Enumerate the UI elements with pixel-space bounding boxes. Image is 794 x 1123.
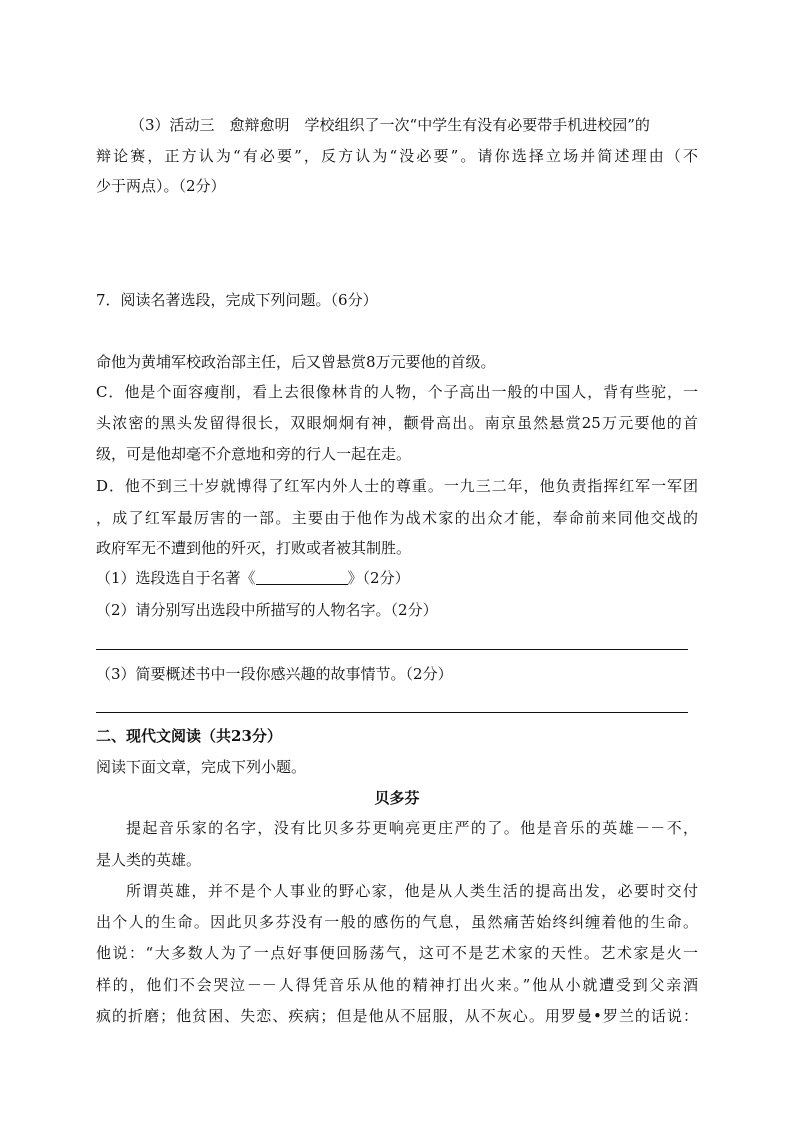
section-2-heading: 二、现代文阅读（共23分） [96,727,282,745]
q7-option-d-line-2: ，成了红军最厉害的一部。主要由于他作为战术家的出众才能，奉命前来同他交战的 [96,509,698,527]
q6-line-1: （3）活动三 愈辩愈明 学校组织了一次“中学生有没有必要带手机进校园”的 [130,116,650,134]
answer-line-2[interactable] [96,649,688,650]
article-p1-line-2: 是人类的英雄。 [96,851,202,869]
article-p2-line-3: 他说：“大多数人为了一点好事便回肠荡气，这可不是艺术家的天性。艺术家是火一 [96,944,698,962]
q7-sub-question-3: （3）简要概述书中一段你感兴趣的故事情节。（2分） [96,665,453,683]
q7-option-c-line-1: C．他是个面容瘦削，看上去很像林肯的人物，个子高出一般的中国人，背有些驼，一 [96,383,698,401]
q6-line-2: 辩论赛，正方认为“有必要”，反方认为“没必要”。请你选择立场并简述理由（不 [96,147,698,165]
article-title: 贝多芬 [374,789,420,807]
book-title-blank[interactable] [256,570,348,585]
article-p1-line-1: 提起音乐家的名字，没有比贝多芬更响亮更庄严的了。他是音乐的英雄－－不， [126,819,698,837]
q7-sub-question-1 [96,568,698,588]
answer-line-3[interactable] [96,712,688,713]
article-p2-line-4: 样的，他们不会哭泣－－人得凭音乐从他的精神打出火来。”他从小就遭受到父亲酒 [96,976,698,994]
article-p2-line-2: 出个人的生命。因此贝多芬没有一般的感伤的气息，虽然痛苦始终纠缠着他的生命。 [96,913,698,931]
q7-option-d-line-1: D．他不到三十岁就博得了红军内外人士的尊重。一九三二年，他负责指挥红军一军团 [96,477,698,495]
q7-option-b-end: 命他为黄埔军校政治部主任，后又曾悬赏8万元要他的首级。 [96,353,496,371]
q7-sub1-prefix: （1）选段选自于名著《 [96,569,256,587]
article-p2-line-5: 疯的折磨；他贫困、失恋、疾病；但是他从不屈服，从不灰心。用罗曼•罗兰的话说： [96,1007,698,1025]
q7-option-c-line-2: 头浓密的黑头发留得很长，双眼炯炯有神，颧骨高出。南京虽然悬赏25万元要他的首 [96,414,698,432]
q7-option-c-line-3: 级，可是他却毫不介意地和旁的行人一起在走。 [96,445,412,463]
q7-option-d-line-3: 政府军无不遭到他的歼灭，打败或者被其制胜。 [96,539,412,557]
q7-title: 7．阅读名著选段，完成下列问题。（6分） [96,291,378,309]
q7-sub1-suffix: 》（2分） [347,569,410,587]
section-2-intro: 阅读下面文章，完成下列小题。 [96,758,307,776]
q7-sub-question-2: （2）请分别写出选段中所描写的人物名字。（2分） [96,601,438,619]
q6-line-3: 少于两点）。（2分） [96,177,226,195]
article-p2-line-1: 所谓英雄，并不是个人事业的野心家，他是从人类生活的提高出发，必要时交付 [126,882,698,900]
